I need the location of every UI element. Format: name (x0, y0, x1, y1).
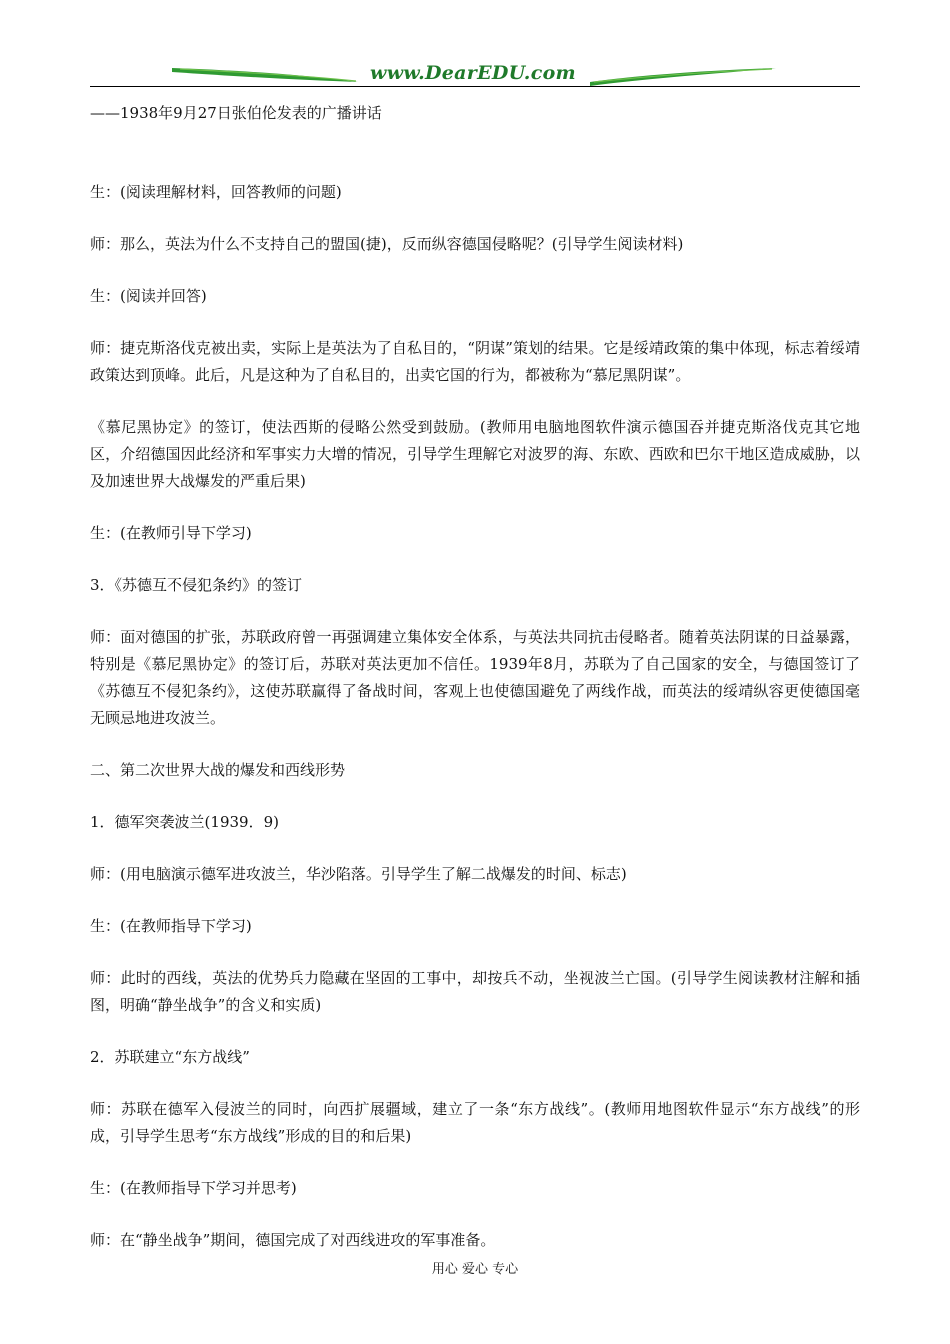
paragraph-teacher-question: 师：那么，英法为什么不支持自己的盟国(捷)，反而纵容德国侵略呢？(引导学生阅读材料) (90, 235, 684, 253)
section-heading-2: 二、第二次世界大战的爆发和西线形势 (90, 761, 346, 779)
green-swoosh-right-icon (588, 64, 778, 86)
green-swoosh-left-icon (170, 64, 360, 86)
paragraph-student-1: 生：(阅读理解材料，回答教师的问题) (90, 183, 342, 201)
site-logo-text: www.DearEDU.com (370, 62, 576, 84)
paragraph-eastern-front: 师：苏联在德军入侵波兰的同时，向西扩展疆域，建立了一条“东方战线”。(教师用地图软件显示“东方战线”的形成，引导学生思考“东方战线”形成的目的和后果) (90, 1100, 860, 1145)
paragraph-soviet-pact: 师：面对德国的扩张，苏联政府曾一再强调建立集体安全体系，与英法共同抗击侵略者。随着英法阴谋的日益暴露，特别是《慕尼黑协定》的签订后，苏联对英法更加不信任。1939年8月，苏联为了自己国家的安全，与德国签订了《苏德互不侵犯条约》，这使苏联赢得了备战时间，客观上也使德国避免了两线作战，而英法的绥靖纵容更使德国毫无顾忌地进攻波兰。 (90, 628, 860, 727)
paragraph-teacher-west-prep: 师：在“静坐战争”期间，德国完成了对西线进攻的军事准备。 (90, 1231, 496, 1249)
section-heading-3: 3．《苏德互不侵犯条约》的签订 (90, 576, 303, 594)
paragraph-munich-plot: 师：捷克斯洛伐克被出卖，实际上是英法为了自私目的，“阴谋”策划的结果。它是绥靖政策的集中体现，标志着绥靖政策达到顶峰。此后，凡是这种为了自私目的，出卖它国的行为，都被称为“慕尼黑阴谋”。 (90, 339, 860, 384)
speech-attribution: ——1938年9月27日张伯伦发表的广播讲话 (90, 104, 382, 122)
paragraph-student-5: 生：(在教师指导下学习并思考) (90, 1179, 297, 1197)
paragraph-munich-agreement: 《慕尼黑协定》的签订，使法西斯的侵略公然受到鼓励。(教师用电脑地图软件演示德国吞并捷克斯洛伐克其它地区，介绍德国因此经济和军事实力大增的情况，引导学生理解它对波罗的海、东欧、西欧和巴尔干地区造成威胁，以及加速世界大战爆发的严重后果) (90, 418, 860, 490)
paragraph-student-2: 生：(阅读并回答) (90, 287, 207, 305)
paragraph-phoney-war: 师：此时的西线，英法的优势兵力隐藏在坚固的工事中，却按兵不动，坐视波兰亡国。(引导学生阅读教材注解和插图，明确“静坐战争”的含义和实质) (90, 969, 860, 1014)
paragraph-student-4: 生：(在教师指导下学习) (90, 917, 252, 935)
paragraph-teacher-poland: 师：(用电脑演示德军进攻波兰，华沙陷落。引导学生了解二战爆发的时间、标志) (90, 865, 627, 883)
section-heading-2-2: 2．苏联建立“东方战线” (90, 1048, 250, 1066)
header-rule (90, 86, 860, 87)
page-header (90, 58, 860, 90)
section-heading-2-1: 1．德军突袭波兰(1939．9) (90, 813, 279, 831)
paragraph-student-3: 生：(在教师引导下学习) (90, 524, 252, 542)
page-footer: 用心 爱心 专心 (431, 1262, 519, 1277)
document-body (90, 100, 860, 1254)
